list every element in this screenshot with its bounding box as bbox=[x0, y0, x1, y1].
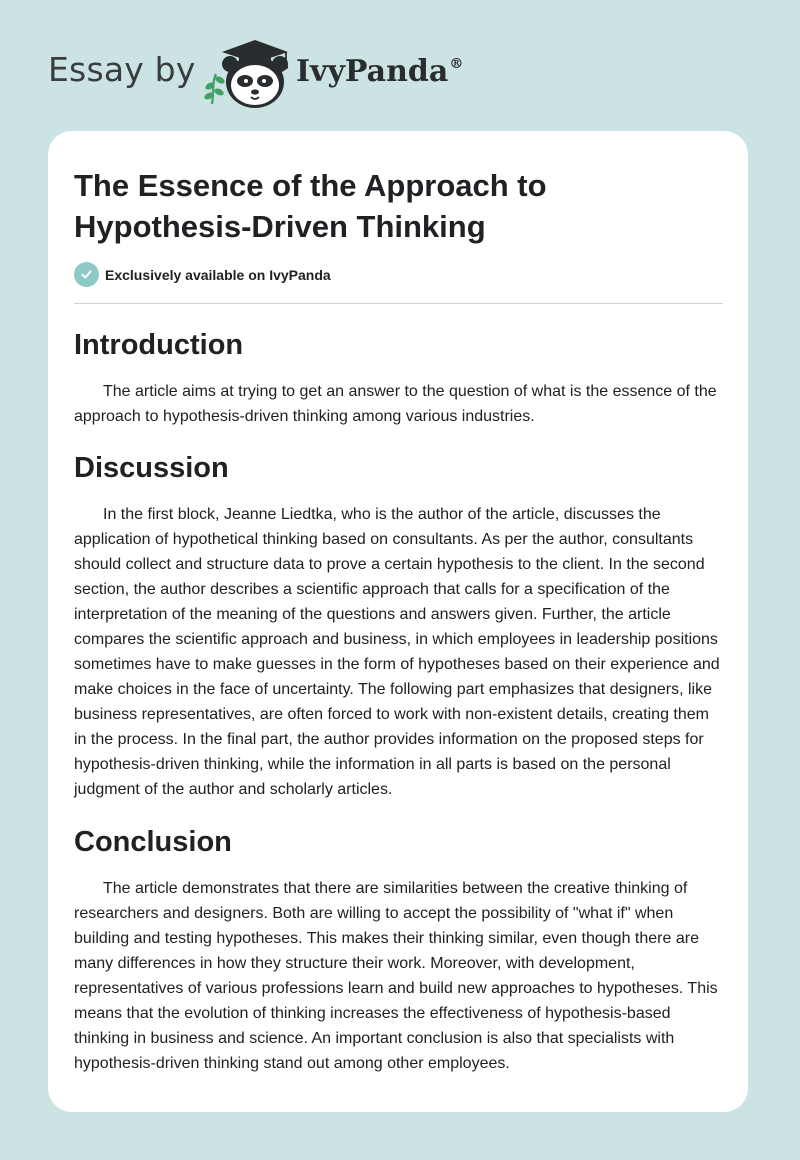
section-paragraph: In the first block, Jeanne Liedtka, who is the author of the article, discusses the application of hypothetical thinking based on consultants. As per the author, consultants should collect and structure data to prove a certain hypothesis to the client. In the second section, the author describes a scientific approach that calls for a specification of the interpretation of the meaning of the questions and answers given. Further, the article compares the scientific approach and business, in which employees in leadership positions sometimes have to make guesses in the form of hypotheses based on their experience and make choices in the face of uncertainty. The following part emphasizes that designers, like business representatives, are often forced to work with non-existent details, creating them in the process. In the final part, the author provides information on the proposed steps for hypothesis-driven thinking, while the information in all parts is based on the personal judgment of the author and scholarly articles. bbox=[74, 506, 720, 798]
registered-mark: ® bbox=[449, 56, 464, 72]
section-paragraph: The article aims at trying to get an answer to the question of what is the essence of the approach to hypothesis-driven thinking among various industries. bbox=[74, 383, 717, 425]
site-header bbox=[0, 0, 800, 130]
section-heading: Introduction bbox=[74, 329, 244, 361]
article-body bbox=[74, 326, 722, 1076]
page-title: The Essence of the Approach to Hypothesis-Driven Thinking bbox=[74, 168, 547, 244]
divider bbox=[74, 303, 723, 304]
exclusive-badge bbox=[74, 262, 331, 287]
section-conclusion bbox=[74, 823, 722, 1076]
check-icon bbox=[74, 262, 99, 287]
section-paragraph: The article demonstrates that there are similarities between the creative thinking of researchers and designers. Both are willing to accept the possibility of "what if" when building and testing hypotheses. This makes their thinking similar, even though there are many differences in how they structure their work. Moreover, with development, representatives of various professions learn and build new approaches to hypotheses. This means that the evolution of thinking increases the effectiveness of hypothesis-based thinking in business and science. An important conclusion is also that specialists with hypothesis-driven thinking stand out among other employees. bbox=[74, 880, 718, 1072]
section-heading: Discussion bbox=[74, 452, 229, 484]
badge-text: Exclusively available on IvyPanda bbox=[105, 266, 331, 283]
essay-by-label: Essay by bbox=[48, 50, 196, 89]
essay-card bbox=[48, 131, 748, 1112]
brand-logo[interactable] bbox=[296, 54, 463, 89]
brand-name: IvyPanda bbox=[296, 54, 449, 89]
section-discussion bbox=[74, 449, 722, 802]
section-introduction bbox=[74, 326, 722, 429]
panda-graduate-icon[interactable] bbox=[200, 34, 292, 112]
section-heading: Conclusion bbox=[74, 826, 232, 858]
